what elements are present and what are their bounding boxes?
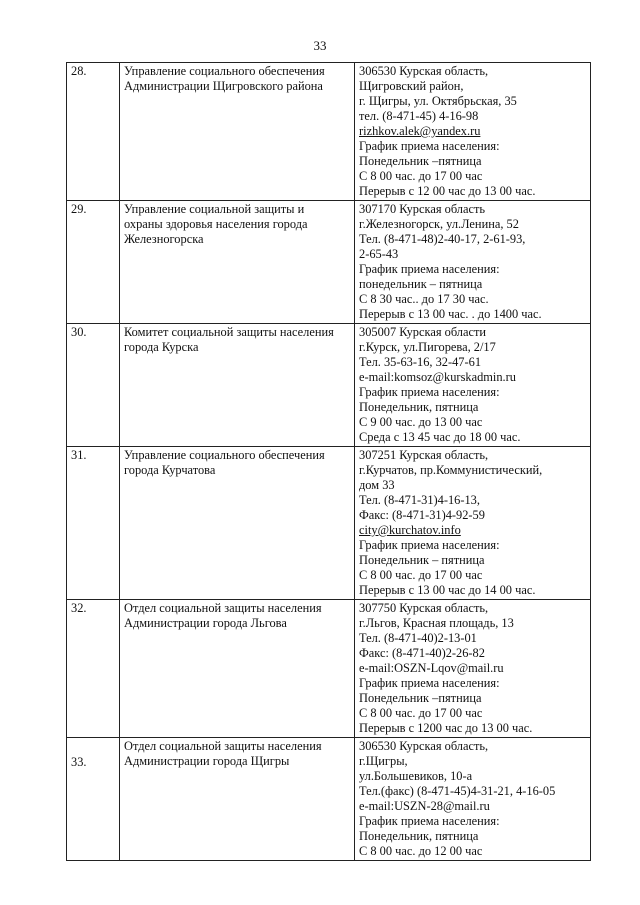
page-number: 33	[313, 38, 327, 53]
contact-line: 307170 Курская область	[359, 202, 486, 216]
contact-line: С 8 30 час.. до 17 30 час.	[359, 292, 489, 306]
contact-line: 307750 Курская область,	[359, 601, 489, 615]
office-name-line: Управление социальной защиты и	[124, 202, 305, 216]
contact-line: Перерыв с 12 00 час до 13 00 час.	[359, 184, 536, 198]
office-name-line: города Курчатова	[124, 463, 216, 477]
row-number: 28.	[67, 63, 120, 201]
office-name-line: Администрации Щигровского района	[124, 79, 323, 93]
contact-line: г.Железногорск, ул.Ленина, 52	[359, 217, 519, 231]
contact-line: г.Щигры,	[359, 754, 408, 768]
office-name-line: города Курска	[124, 340, 199, 354]
office-contact	[355, 447, 591, 600]
contact-line: Понедельник –пятница	[359, 691, 482, 705]
contact-line: С 9 00 час. до 13 00 час	[359, 415, 483, 429]
contact-line: Понедельник, пятница	[359, 829, 479, 843]
contact-line: График приема населения:	[359, 385, 500, 399]
row-number: 29.	[67, 201, 120, 324]
contact-line: График приема населения:	[359, 139, 500, 153]
row-number: 32.	[67, 600, 120, 738]
office-name-line: охраны здоровья населения города	[124, 217, 308, 231]
contact-line: г.Курск, ул.Пигорева, 2/17	[359, 340, 496, 354]
contact-line: г.Курчатов, пр.Коммунистический,	[359, 463, 543, 477]
contact-line: С 8 00 час. до 12 00 час	[359, 844, 483, 858]
office-table	[66, 62, 591, 861]
office-name-line: Управление социального обеспечения	[124, 448, 325, 462]
contact-line: Понедельник –пятница	[359, 154, 482, 168]
office-name	[120, 447, 355, 600]
contact-line: Факс: (8-471-40)2-26-82	[359, 646, 485, 660]
contact-line: Понедельник – пятница	[359, 553, 485, 567]
contact-line: Тел. (8-471-40)2-13-01	[359, 631, 477, 645]
contact-line: С 8 00 час. до 17 00 час	[359, 706, 483, 720]
contact-line: С 8 00 час. до 17 00 час	[359, 568, 483, 582]
office-contact	[355, 600, 591, 738]
contact-line: Перерыв с 13 00 час до 14 00 час.	[359, 583, 536, 597]
office-name	[120, 324, 355, 447]
email-link[interactable]: city@kurchatov.info	[359, 523, 461, 537]
row-number: 31.	[67, 447, 120, 600]
office-contact	[355, 738, 591, 861]
contact-line: Факс: (8-471-31)4-92-59	[359, 508, 485, 522]
table-row	[67, 201, 591, 324]
office-contact	[355, 324, 591, 447]
contact-line: 305007 Курская области	[359, 325, 487, 339]
office-contact	[355, 201, 591, 324]
office-name-line: Комитет социальной защиты населения	[124, 325, 334, 339]
table-row	[67, 600, 591, 738]
row-number: 33.	[67, 738, 120, 861]
contact-line: тел. (8-471-45) 4-16-98	[359, 109, 479, 123]
contact-line: График приема населения:	[359, 538, 500, 552]
contact-line: График приема населения:	[359, 262, 500, 276]
contact-line: График приема населения:	[359, 676, 500, 690]
contact-line: Среда с 13 45 час до 18 00 час.	[359, 430, 521, 444]
table-row	[67, 324, 591, 447]
office-name-line: Администрации города Щигры	[124, 754, 290, 768]
office-name-line: Отдел социальной защиты населения	[124, 601, 322, 615]
email-link[interactable]: rizhkov.alek@yandex.ru	[359, 124, 481, 138]
contact-line: Тел.(факс) (8-471-45)4-31-21, 4-16-05	[359, 784, 556, 798]
contact-line: 307251 Курская область,	[359, 448, 489, 462]
contact-line: Щигровский район,	[359, 79, 464, 93]
contact-line: 306530 Курская область,	[359, 739, 489, 753]
email-link[interactable]: e-mail:USZN-28@mail.ru	[359, 799, 490, 813]
table-row	[67, 738, 591, 861]
contact-line: Тел. (8-471-48)2-40-17, 2-61-93,	[359, 232, 526, 246]
contact-line: Тел. (8-471-31)4-16-13,	[359, 493, 480, 507]
contact-line: понедельник – пятница	[359, 277, 483, 291]
office-name-line: Железногорска	[124, 232, 204, 246]
table-row	[67, 447, 591, 600]
contact-line: 306530 Курская область,	[359, 64, 489, 78]
office-contact	[355, 63, 591, 201]
contact-line: График приема населения:	[359, 814, 500, 828]
contact-line: 2-65-43	[359, 247, 399, 261]
contact-line: С 8 00 час. до 17 00 час	[359, 169, 483, 183]
contact-line: Перерыв с 13 00 час. . до 1400 час.	[359, 307, 542, 321]
contact-line: г. Щигры, ул. Октябрьская, 35	[359, 94, 517, 108]
contact-line: ул.Большевиков, 10-а	[359, 769, 473, 783]
row-number: 30.	[67, 324, 120, 447]
contact-line: г.Льгов, Красная площадь, 13	[359, 616, 514, 630]
office-name	[120, 63, 355, 201]
email-link[interactable]: e-mail:OSZN-Lqov@mail.ru	[359, 661, 504, 675]
contact-line: Понедельник, пятница	[359, 400, 479, 414]
table-row	[67, 63, 591, 201]
office-name	[120, 738, 355, 861]
office-name-line: Отдел социальной защиты населения	[124, 739, 322, 753]
contact-line: Тел. 35-63-16, 32-47-61	[359, 355, 482, 369]
office-name	[120, 201, 355, 324]
office-name-line: Управление социального обеспечения	[124, 64, 325, 78]
email-link[interactable]: e-mail:komsoz@kurskadmin.ru	[359, 370, 516, 384]
contact-line: дом 33	[359, 478, 395, 492]
office-name-line: Администрации города Льгова	[124, 616, 287, 630]
office-name	[120, 600, 355, 738]
contact-line: Перерыв с 1200 час до 13 00 час.	[359, 721, 533, 735]
